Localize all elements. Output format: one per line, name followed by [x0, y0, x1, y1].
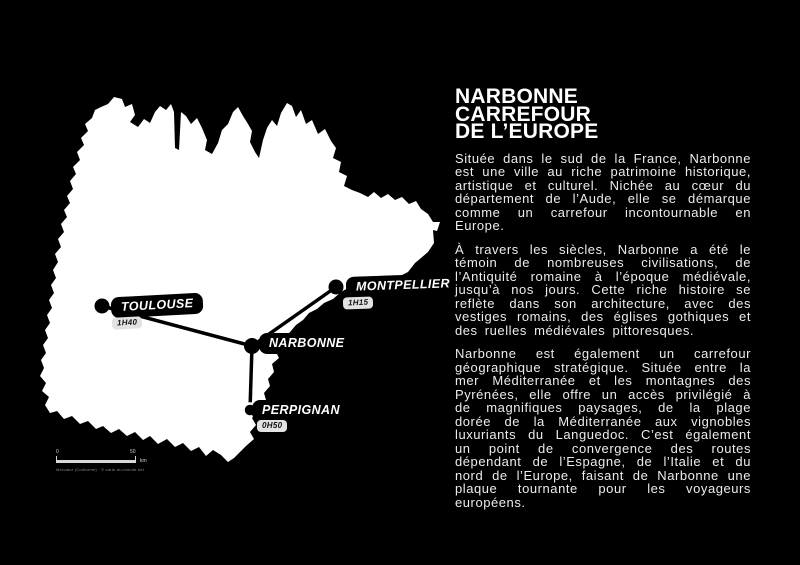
page-title-line1: NARBONNE CARREFOUR	[455, 85, 591, 126]
scale-bar-line	[56, 460, 136, 463]
scale-start-label: 0	[56, 449, 59, 455]
scale-end-label: 50	[130, 449, 136, 455]
page-title-line2: DE L’EUROPE	[455, 120, 599, 143]
city-dot-montpellier	[329, 280, 344, 295]
paragraph-intro: Située dans le sud de la France, Narbonne est une ville au riche patrimoine historique, artistique et culturel. Nichée au cœur du département de l’Aude, elle se démarque comme un carrefour incontournable en Europe.	[455, 150, 751, 233]
city-label-narbonne: NARBONNE	[259, 333, 354, 354]
travel-time-badge-perpignan: 0H50	[257, 420, 287, 432]
travel-time-badge-toulouse: 1H40	[112, 316, 143, 330]
scale-unit-label: km	[140, 458, 147, 464]
map-attribution: Mercator (Conforme) · © carte-du-monde.net	[56, 467, 145, 472]
city-dot-narbonne	[244, 338, 260, 354]
route-line-narbonne-perpignan	[250, 346, 252, 410]
paragraph-history: À travers les siècles, Narbonne a été le témoin de nombreuses civilisations, de l’Antiquité romaine à l’époque médiévale, jusqu’à nos jours. Cette riche histoire se reflète dans son architecture, avec des vestiges romains, des églises gothiques et des ruelles médiévales pittoresques.	[455, 241, 751, 338]
city-label-toulouse: TOULOUSE	[111, 293, 204, 318]
page-title	[455, 85, 711, 143]
city-dot-toulouse	[95, 299, 110, 314]
paragraph-geography: Narbonne est également un carrefour géographique stratégique. Située entre la mer Méditerranée et les montagnes des Pyrénées, elle offre un accès privilégié à de magnifiques paysages, de la plage dorée de la Méditerranée aux vignobles luxuriants du Languedoc. C’est également un point de convergence des routes dépendant de l’Espagne, de l’Italie et du nord de l’Europe, faisant de Narbonne une plaque tournante pour les voyageurs européens.	[455, 346, 751, 510]
article-column	[455, 85, 751, 519]
travel-time-badge-montpellier: 1H15	[343, 296, 374, 309]
city-label-perpignan: PERPIGNAN	[252, 400, 350, 421]
city-label-montpellier: MONTPELLIER	[346, 273, 461, 297]
